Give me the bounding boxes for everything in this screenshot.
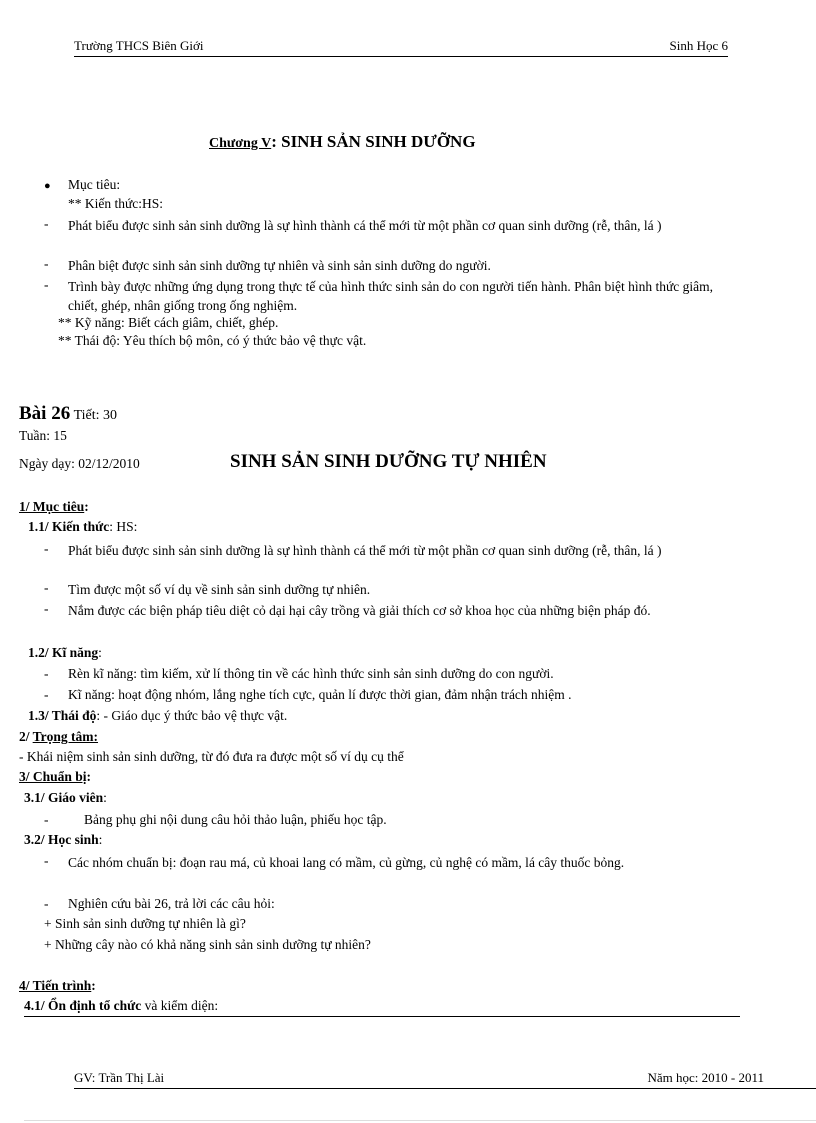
section-1-heading: 1/ Mục tiêu: <box>19 499 89 514</box>
chapter-title <box>209 132 476 152</box>
lesson-title: SINH SẢN SINH DƯỠNG TỰ NHIÊN <box>230 451 547 472</box>
goal-item: Phát biểu được sinh sản sinh dưỡng là sự hình thành cá thể mới từ một phần cơ quan sinh dưỡng (rễ, thân, lá ) <box>68 218 662 233</box>
section-1-3: 1.3/ Thái độ: - Giáo dục ý thức bảo vệ thực vật. <box>28 708 288 723</box>
knowledge-item: Nắm được các biện pháp tiêu diệt cỏ dại hại cây trồng và giải thích cơ sở khoa học của những biện pháp đó. <box>68 603 651 618</box>
question-2: + Những cây nào có khả năng sinh sản sinh dưỡng tự nhiên? <box>44 937 371 952</box>
chapter-label: Chương V <box>209 136 272 151</box>
section-1-1: 1.1/ Kiến thức: HS: <box>28 519 138 534</box>
goals-attitude: ** Thái độ: Yêu thích bộ môn, có ý thức bảo vệ thực vật. <box>58 333 367 348</box>
subject-name: Sinh Học 6 <box>669 38 728 53</box>
skill-item: Rèn kĩ năng: tìm kiếm, xử lí thông tin về các hình thức sinh sản sinh dưỡng do con người. <box>68 666 554 681</box>
bullet-icon: ● <box>44 180 51 192</box>
section-3-2: 3.2/ Học sinh: <box>24 832 103 847</box>
goals-heading: Mục tiêu: <box>68 177 121 192</box>
teacher-prep-item: Bảng phụ ghi nội dung câu hỏi thảo luận, phiếu học tập. <box>84 812 387 827</box>
section-4-heading: 4/ Tiến trình: <box>19 978 96 993</box>
goals-skills: ** Kỹ năng: Biết cách giâm, chiết, ghép. <box>58 315 279 330</box>
page-footer <box>74 1070 816 1089</box>
page-bottom-rule <box>24 1120 816 1121</box>
section-4-1: 4.1/ Ổn định tổ chức và kiểm diện: <box>24 998 740 1017</box>
section-3-1: 3.1/ Giáo viên: <box>24 790 107 805</box>
goal-item: Phân biệt được sinh sản sinh dưỡng tự nhiên và sinh sản sinh dưỡng do người. <box>68 258 491 273</box>
section-2-heading: 2/ Trọng tâm: <box>19 729 99 744</box>
skill-item: Kĩ năng: hoạt động nhóm, lắng nghe tích cực, quản lí được thời gian, đảm nhận trách nhiệm . <box>68 687 572 702</box>
knowledge-item: Tìm được một số ví dụ về sinh sản sinh dưỡng tự nhiên. <box>68 582 371 597</box>
lesson-week: Tuần: 15 <box>19 428 67 443</box>
section-2-text: - Khái niệm sinh sản sinh dưỡng, từ đó đưa ra được một số ví dụ cụ thể <box>19 749 404 764</box>
section-3-heading: 3/ Chuẩn bị: <box>19 769 92 784</box>
page-header <box>74 38 728 57</box>
lesson-date: Ngày dạy: 02/12/2010 <box>19 456 140 471</box>
question-1: + Sinh sản sinh dưỡng tự nhiên là gì? <box>44 916 246 931</box>
chapter-name: : SINH SẢN SINH DƯỠNG <box>271 132 476 151</box>
goals-knowledge: ** Kiến thức:HS: <box>68 196 164 211</box>
goal-item: Trình bày được những ứng dụng trong thực tế của hình thức sinh sản do con người tiến hành. Phân biệt hình thức giâm, chiết, ghép, nhân giống trong ống nghiệm. <box>68 279 714 313</box>
lesson-period: Tiết: 30 <box>73 408 118 423</box>
knowledge-item: Phát biểu được sinh sản sinh dưỡng là sự hình thành cá thể mới từ một phần cơ quan sinh dưỡng (rễ, thân, lá ) <box>68 543 662 558</box>
student-prep-item: Các nhóm chuẩn bị: đoạn rau má, củ khoai lang có mầm, củ gừng, củ nghệ có mầm, lá cây thuốc bỏng. <box>68 855 625 870</box>
school-name: Trường THCS Biên Giới <box>74 38 204 53</box>
school-year: Năm học: 2010 - 2011 <box>647 1070 764 1085</box>
student-prep-item: Nghiên cứu bài 26, trả lời các câu hỏi: <box>68 896 275 911</box>
lesson-number: Bài 26 Tiết: 30 <box>19 403 118 424</box>
section-1-2: 1.2/ Kĩ năng: <box>28 645 102 660</box>
teacher-name: GV: Trần Thị Lài <box>74 1070 165 1085</box>
